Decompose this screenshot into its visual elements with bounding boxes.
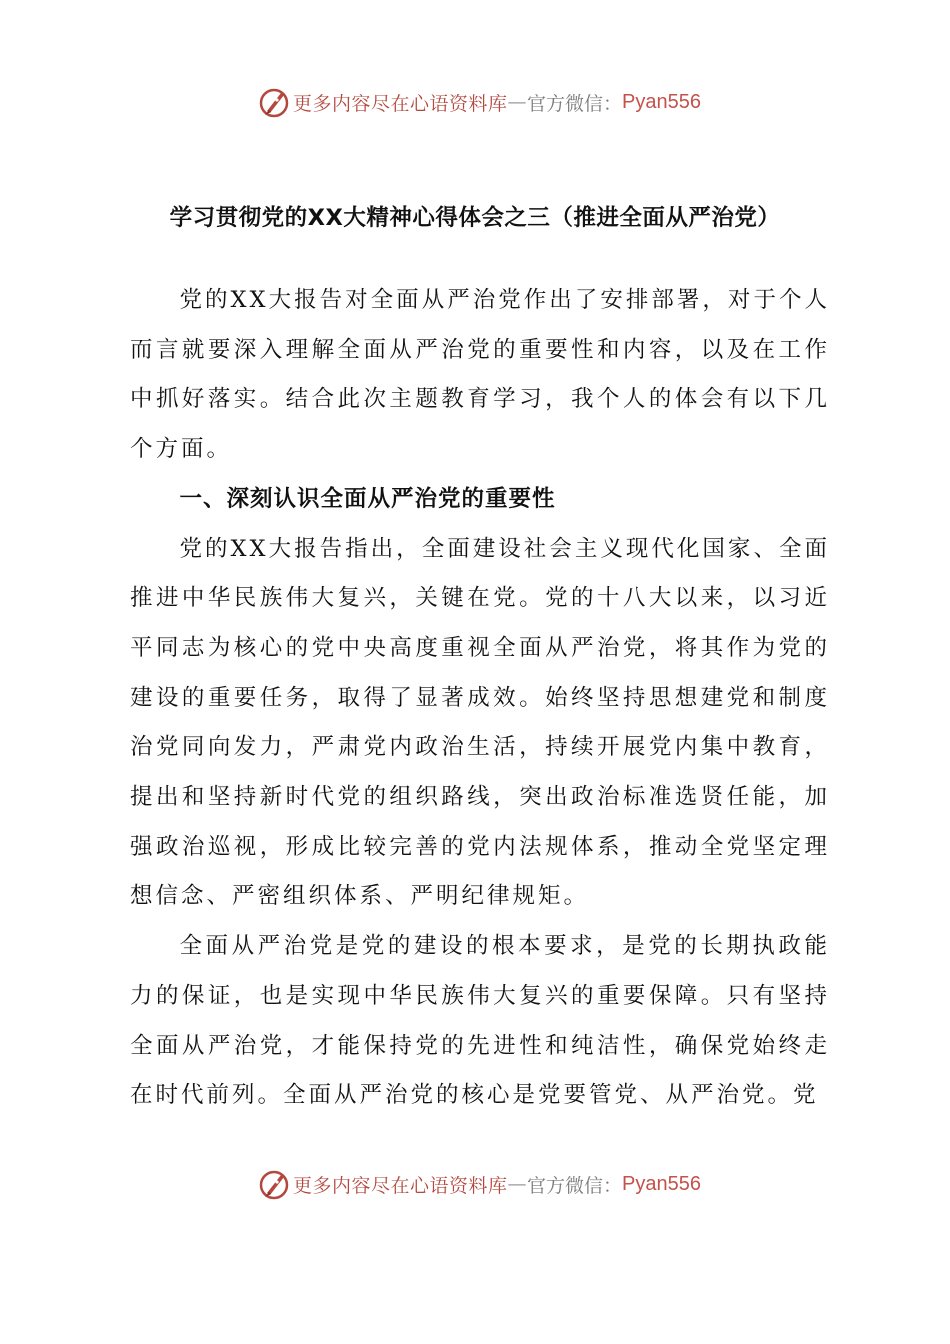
- body-paragraph-1: 党的XX大报告指出，全面建设社会主义现代化国家、全面推进中华民族伟大复兴，关键在党。党的十八大以来，以习近平同志为核心的党中央高度重视全面从严治党，将其作为党的建设的重要任务，取得了显著成效。始终坚持思想建党和制度治党同向发力，严肃党内政治生活，持续开展党内集中教育，提出和坚持新时代党的组织路线，突出政治标准选贤任能，加强政治巡视，形成比较完善的党内法规体系，推动全党坚定理想信念、严密组织体系、严明纪律规矩。: [130, 535, 830, 910]
- banner-wechat-id: Pyan556: [622, 90, 701, 113]
- quill-pen-logo-icon: [257, 1167, 291, 1201]
- banner-slogan: 更多内容尽在心语资料库: [293, 92, 508, 115]
- document-title: 学习贯彻党的XX大精神心得体会之三（推进全面从严治党）: [169, 205, 781, 231]
- document-body: [130, 276, 830, 1121]
- header-banner: [0, 82, 950, 122]
- footer-slogan: 更多内容尽在心语资料库: [293, 1174, 508, 1197]
- footer-banner: [0, 1164, 950, 1204]
- banner-dash: —: [507, 91, 528, 113]
- banner-content: [257, 85, 701, 119]
- footer-dash: —: [507, 1173, 528, 1195]
- footer-wechat-label: 官方微信：: [527, 1174, 623, 1197]
- body-paragraph-2: 全面从严治党是党的建设的根本要求，是党的长期执政能力的保证，也是实现中华民族伟大复兴的重要保障。只有坚持全面从严治党，才能保持党的先进性和纯洁性，确保党始终走在时代前列。全面从严治党的核心是党要管党、从严治党。党: [130, 933, 830, 1109]
- footer-banner-content: [257, 1167, 701, 1201]
- section-heading: 一、深刻认识全面从严治党的重要性: [179, 485, 556, 512]
- quill-pen-logo-icon: [257, 85, 291, 119]
- banner-wechat-label: 官方微信：: [527, 92, 623, 115]
- intro-paragraph: 党的XX大报告对全面从严治党作出了安排部署，对于个人而言就要深入理解全面从严治党的重要性和内容，以及在工作中抓好落实。结合此次主题教育学习，我个人的体会有以下几个方面。: [130, 287, 830, 463]
- footer-wechat-id: Pyan556: [622, 1172, 701, 1195]
